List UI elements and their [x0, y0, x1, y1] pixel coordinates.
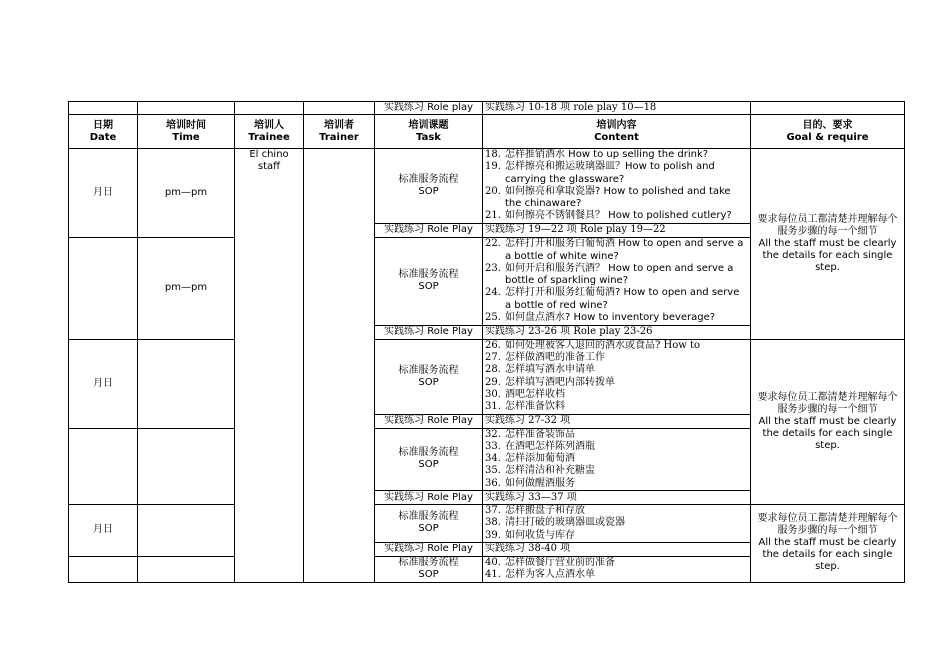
sop-task-cell: 标准服务流程 SOP — [375, 556, 483, 582]
content-list-a — [483, 149, 751, 224]
time-cell: pm—pm — [138, 237, 235, 339]
roleplay-content-cell: 实践练习 27-32 项 — [483, 414, 751, 428]
trainee-cell: El chino staff — [235, 149, 304, 583]
table-row — [69, 149, 905, 224]
date-cell — [69, 237, 138, 339]
list-item: 37. 怎样搬盘子和存放 — [485, 505, 585, 517]
date-cell — [69, 428, 138, 504]
content-list-e — [483, 505, 751, 543]
list-item: 35. 怎样清洁和补充糖盅 — [485, 465, 595, 477]
list-item: 22. 怎样打开和服务白葡萄酒 How to open and serve a a bottle of white wine? — [485, 238, 744, 262]
header-row — [69, 115, 905, 149]
task-header: 培训课题 Task — [375, 115, 483, 149]
task-cell: 实践练习 Role play — [375, 102, 483, 115]
roleplay-content-cell: 实践练习 33—37 项 — [483, 491, 751, 505]
list-item: 36. 如何做醒酒服务 — [485, 477, 575, 489]
list-item: 28. 怎样填写酒水申请单 — [485, 364, 595, 376]
list-item: 34. 怎样添加葡萄酒 — [485, 453, 575, 465]
time-cell: pm—pm — [138, 149, 235, 238]
date-cell: 月日 — [69, 339, 138, 428]
list-item: 40. 怎样做餐厅营业前的准备 — [485, 556, 615, 568]
top-row — [69, 102, 905, 115]
sop-task-cell: 标准服务流程 SOP — [375, 237, 483, 325]
roleplay-content-cell: 实践练习 23-26 项 Role play 23-26 — [483, 325, 751, 339]
list-item: 20. 如何擦亮和拿取瓷器? How to polished and take the chinaware? — [485, 185, 731, 210]
roleplay-content-cell: 实践练习 19—22 项 Role play 19—22 — [483, 223, 751, 237]
list-item: 23. 如何开启和服务汽酒？ How to open and serve a bottle of sparkling wine? — [485, 262, 734, 287]
date-cell: 月日 — [69, 505, 138, 557]
list-item: 41. 怎样为客人点酒水单 — [485, 569, 595, 581]
goal-cell: 要求每位员工都清楚并理解每个服务步骤的每一个细节 All the staff must be clearly the details for each single step. — [751, 505, 905, 582]
list-item: 32. 怎样准备装饰品 — [485, 428, 575, 440]
list-item: 19. 怎样擦亮和搬运玻璃器皿？How to polish and carrying the glassware? — [485, 161, 715, 185]
goal-cell: 要求每位员工都清楚并理解每个服务步骤的每一个细节 All the staff must be clearly the details for each single step. — [751, 339, 905, 504]
date-header: 日期 Date — [69, 115, 138, 149]
table-row — [69, 339, 905, 414]
list-item: 25. 如何盘点酒水? How to inventory beverage? — [485, 312, 716, 324]
content-list-d — [483, 428, 751, 490]
trainee-header: 培训人 Trainee — [235, 115, 304, 149]
sop-task-cell: 标准服务流程 SOP — [375, 149, 483, 224]
time-cell — [138, 428, 235, 504]
roleplay-task-cell: 实践练习 Role Play — [375, 491, 483, 505]
date-cell: 月日 — [69, 149, 138, 238]
list-item: 24. 怎样打开和服务红葡萄酒? How to open and serve a bottle of red wine? — [485, 287, 740, 311]
roleplay-content-cell: 实践练习 38-40 项 — [483, 542, 751, 556]
roleplay-task-cell: 实践练习 Role Play — [375, 542, 483, 556]
content-cell: 实践练习 10-18 项 role play 10—18 — [483, 102, 751, 115]
sop-task-cell: 标准服务流程 SOP — [375, 428, 483, 490]
list-item: 29. 怎样填写酒吧内部转拨单 — [485, 376, 615, 388]
sop-task-cell: 标准服务流程 SOP — [375, 339, 483, 414]
goal-header: 目的、要求 Goal & require — [751, 115, 905, 149]
time-cell — [138, 505, 235, 557]
time-header: 培训时间 Time — [138, 115, 235, 149]
content-header: 培训内容 Content — [483, 115, 751, 149]
training-schedule-table — [68, 101, 905, 583]
table-row — [69, 505, 905, 543]
list-item: 30. 酒吧怎样收档 — [485, 388, 565, 400]
date-cell — [69, 556, 138, 582]
content-list-f — [483, 556, 751, 582]
roleplay-task-cell: 实践练习 Role Play — [375, 223, 483, 237]
trainer-header: 培训者 Trainer — [304, 115, 375, 149]
list-item: 21. 如何擦亮不锈钢餐具？ How to polished cutlery? — [485, 210, 732, 222]
list-item: 26. 如何处理被客人退回的酒水或食品? How to — [485, 339, 701, 351]
trainer-cell — [304, 149, 375, 583]
content-list-b — [483, 237, 751, 325]
content-list-c — [483, 339, 751, 414]
roleplay-task-cell: 实践练习 Role Play — [375, 414, 483, 428]
time-cell — [138, 339, 235, 428]
sop-task-cell: 标准服务流程 SOP — [375, 505, 483, 543]
list-item: 31. 怎样准备饮料 — [485, 401, 565, 413]
goal-cell: 要求每位员工都清楚并理解每个服务步骤的每一个细节 All the staff must be clearly the details for each single step. — [751, 149, 905, 340]
list-item: 38. 清扫打破的玻璃器皿或瓷器 — [485, 517, 625, 529]
roleplay-task-cell: 实践练习 Role Play — [375, 325, 483, 339]
list-item: 27. 怎样做酒吧的准备工作 — [485, 352, 605, 364]
list-item: 18. 怎样推销酒水 How to up selling the drink? — [485, 149, 709, 160]
list-item: 33. 在酒吧怎样陈列酒瓶 — [485, 440, 595, 452]
time-cell — [138, 556, 235, 582]
list-item: 39. 如何收货与库存 — [485, 529, 575, 541]
